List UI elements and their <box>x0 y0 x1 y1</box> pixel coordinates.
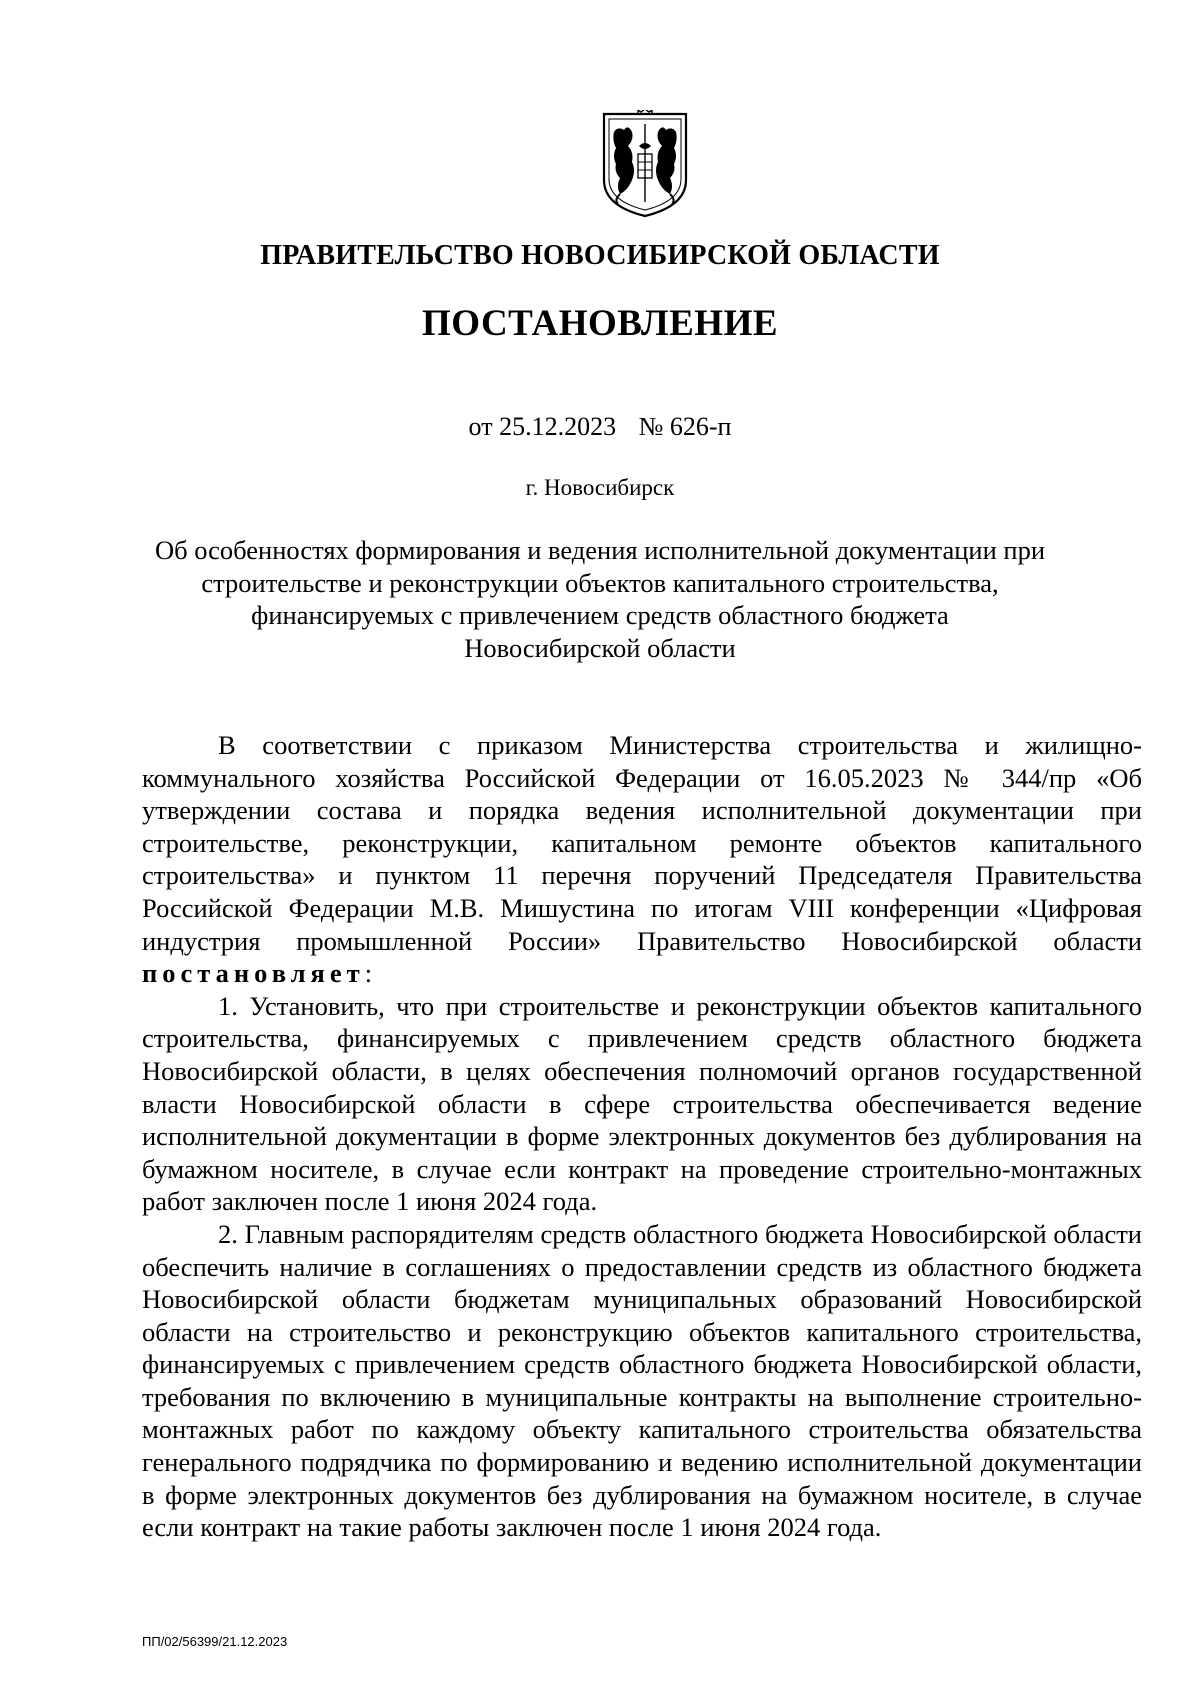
document-date: 25.12.2023 <box>499 412 617 441</box>
title-line: строительстве и реконструкции объектов капитального строительства, <box>201 567 999 598</box>
title-line: Новосибирской области <box>464 632 736 663</box>
resolves-suffix: : <box>364 958 373 989</box>
date-line <box>0 412 1200 442</box>
city: г. Новосибирск <box>525 475 675 500</box>
document-title <box>140 534 1060 664</box>
coat-of-arms-icon <box>598 110 692 218</box>
resolves-word: постановляет <box>142 958 365 989</box>
title-line: финансируемых с привлечением средств областного бюджета <box>251 600 949 630</box>
title-line: Об особенностях формирования и ведения исполнительной документации при <box>154 535 1045 565</box>
date-prefix: от <box>468 412 493 441</box>
document-body <box>142 729 1142 1544</box>
document-number: № 626-п <box>638 412 732 441</box>
organization-name: ПРАВИТЕЛЬСТВО НОВОСИБИРСКОЙ ОБЛАСТИ <box>260 240 940 271</box>
item-1-paragraph: 1. Установить, что при строительстве и реконструкции объектов капитального строительства, финансируемых с привлечением средств областного бюджета Новосибирской области, в целях обеспечения полномочий органов государственной власти Новосибирской области в сфере строительства обеспечивается ведение исполнительной документации в форме электронных документов без дублирования на бумажном носителе, в случае если контракт на проведение строительно-монтажных работ заключен после 1 июня 2024 года. <box>142 990 1142 1217</box>
document-type: ПОСТАНОВЛЕНИЕ <box>421 303 779 344</box>
item-2-paragraph: 2. Главным распорядителям средств областного бюджета Новосибирской области обеспечить наличие в соглашениях о предоставлении средств из областного бюджета Новосибирской области бюджетам муниципальных образований Новосибирской области на строительство и реконструкцию объектов капитального строительства, финансируемых с привлечением средств областного бюджета Новосибирской области, требования по включению в муниципальные контракты на выполнение строительно-монтажных работ по каждому объекту капитального строительства обязательства генерального подрядчика по формированию и ведению исполнительной документации в форме электронных документов без дублирования на бумажном носителе, в случае если контракт на такие работы заключен после 1 июня 2024 года. <box>142 1218 1142 1543</box>
preamble-text: В соответствии с приказом Министерства строительства и жилищно-коммунального хозяйства Российской Федерации от 16.05.2023 № 344/пр «Об утверждении состава и порядка ведения исполнительной документации при строительстве, реконструкции, капитальном ремонте объектов капитального строительства» и пунктом 11 перечня поручений Председателя Правительства Российской Федерации М.В. Мишустина по итогам VIII конференции «Цифровая индустрия промышленной России» Правительство Новосибирской области <box>142 730 1142 956</box>
preamble-paragraph <box>142 729 1142 990</box>
footer-code: ПП/02/56399/21.12.2023 <box>142 1634 288 1649</box>
